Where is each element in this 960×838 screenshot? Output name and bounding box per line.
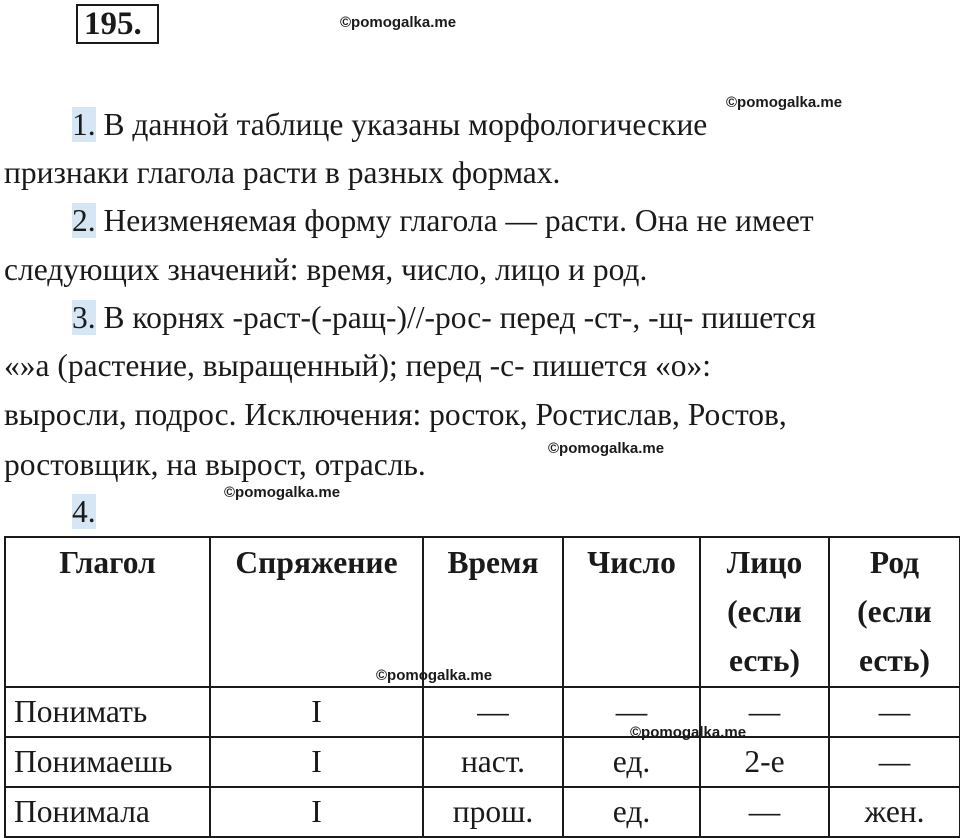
table-cell: —: [563, 687, 700, 737]
watermark: ©pomogalka.me: [548, 440, 665, 457]
table-cell: 2-е: [700, 737, 829, 787]
table-cell: —: [700, 687, 829, 737]
item-2-marker: 2.: [72, 203, 96, 238]
item-3-text-1: В корнях -раст-(-ращ-)//-рос- перед -ст-, -щ- пишется: [103, 300, 816, 335]
header-gender: Род (если есть): [829, 537, 960, 687]
item-4-marker: 4.: [72, 494, 96, 529]
item-2-text-1: Неизменяемая форму глагола — расти. Она не имеет: [103, 203, 814, 238]
item-3-marker: 3.: [72, 300, 96, 335]
item-3-line-1: [72, 299, 816, 337]
item-3-text-2: «»а (растение, выращенный); перед -с- пишется «о»:: [4, 348, 711, 383]
table-cell: прош.: [423, 787, 563, 837]
watermark: ©pomogalka.me: [376, 667, 493, 684]
watermark: ©pomogalka.me: [726, 94, 843, 111]
table-cell: наст.: [423, 737, 563, 787]
item-1-line-1: [72, 106, 707, 144]
table-cell: I: [210, 787, 423, 837]
item-3-text-4: ростовщик, на вырост, отрасль.: [4, 447, 426, 482]
table-cell: Понимать: [5, 687, 210, 737]
table-header-row: [5, 537, 960, 687]
header-verb: Глагол: [5, 537, 210, 687]
table-cell: ед.: [563, 737, 700, 787]
header-tense: Время: [423, 537, 563, 687]
watermark: ©pomogalka.me: [630, 724, 747, 741]
item-1-text-2: признаки глагола расти в разных формах.: [4, 155, 561, 190]
table-cell: ед.: [563, 787, 700, 837]
watermark: ©pomogalka.me: [224, 484, 341, 501]
item-2-text-2: следующих значений: время, число, лицо и род.: [4, 252, 648, 287]
header-conjugation: Спряжение: [210, 537, 423, 687]
table-row: [5, 787, 960, 837]
table-cell: —: [423, 687, 563, 737]
header-person: Лицо (если есть): [700, 537, 829, 687]
item-4-line: [72, 493, 96, 531]
table-cell: —: [829, 687, 960, 737]
watermark: ©pomogalka.me: [340, 14, 457, 31]
table-cell: Понимаешь: [5, 737, 210, 787]
table-cell: I: [210, 737, 423, 787]
table-row: [5, 687, 960, 737]
item-2-line-1: [72, 202, 814, 240]
table-cell: I: [210, 687, 423, 737]
table-cell: —: [829, 737, 960, 787]
header-number: Число: [563, 537, 700, 687]
item-1-marker: 1.: [72, 107, 96, 142]
morphology-table: [4, 536, 960, 838]
item-1-text-1: В данной таблице указаны морфологические: [103, 107, 708, 142]
exercise-number: 195.: [76, 4, 159, 44]
table-cell: Понимала: [5, 787, 210, 837]
table-cell: жен.: [829, 787, 960, 837]
table-row: [5, 737, 960, 787]
item-3-text-3: выросли, подрос. Исключения: росток, Ростислав, Ростов,: [4, 397, 787, 432]
table-cell: —: [700, 787, 829, 837]
